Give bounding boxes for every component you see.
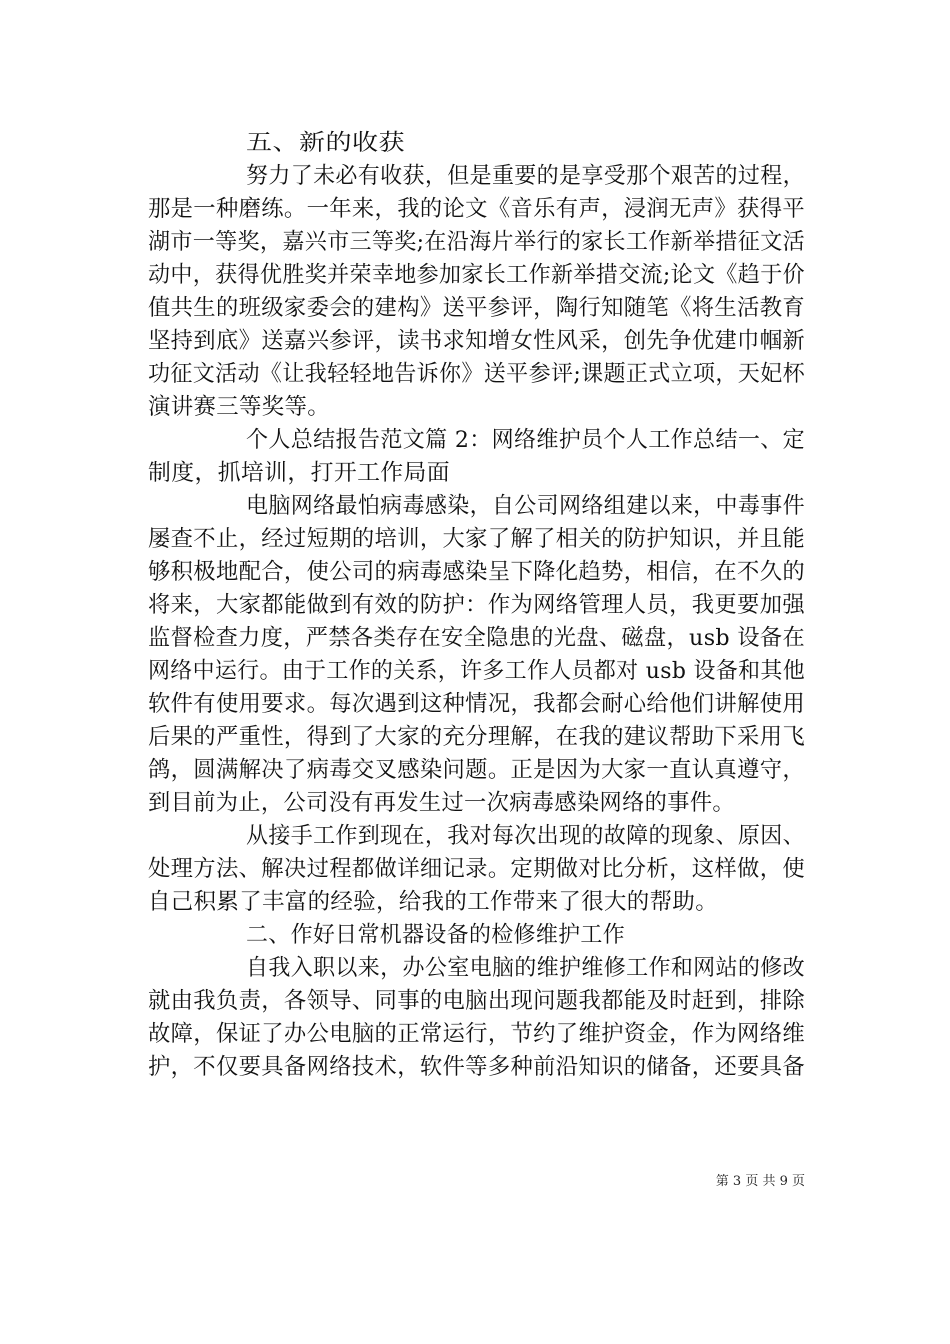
- text-line: 个人总结报告范文篇 2：网络维护员个人工作总结一、定: [246, 427, 805, 453]
- text-line: 电脑网络最怕病毒感染，自公司网络组建以来，中毒事件: [246, 493, 805, 519]
- text-line: 鸽，圆满解决了病毒交叉感染问题。正是因为大家一直认真遵守，: [148, 757, 806, 783]
- text-line: 功征文活动《让我轻轻地告诉你》送平参评;课题正式立项，天妃杯: [148, 361, 805, 387]
- text-line: 将来，大家都能做到有效的防护：作为网络管理人员，我更要加强: [148, 592, 806, 618]
- text-line: 监督检查力度，严禁各类存在安全隐患的光盘、磁盘，usb 设备在: [148, 625, 806, 651]
- text-line: 五、新的收获: [246, 130, 406, 156]
- text-line: 值共生的班级家委会的建构》送平参评，陶行知随笔《将生活教育: [148, 295, 806, 321]
- text-line: 后果的严重性，得到了大家的充分理解，在我的建议帮助下采用飞: [148, 724, 806, 750]
- text-line: 到目前为止，公司没有再发生过一次病毒感染网络的事件。: [148, 790, 735, 816]
- text-line: 从接手工作到现在，我对每次出现的故障的现象、原因、: [246, 823, 805, 849]
- text-line: 够积极地配合，使公司的病毒感染呈下降化趋势，相信，在不久的: [148, 559, 806, 585]
- text-line: 二、作好日常机器设备的检修维护工作: [246, 922, 626, 948]
- text-line: 湖市一等奖，嘉兴市三等奖;在沿海片举行的家长工作新举措征文活: [148, 229, 805, 255]
- text-line: 软件有使用要求。每次遇到这种情况，我都会耐心给他们讲解使用: [148, 691, 806, 717]
- text-line: 动中，获得优胜奖并荣幸地参加家长工作新举措交流;论文《趋于价: [148, 262, 805, 288]
- text-line: 屡查不止，经过短期的培训，大家了解了相关的防护知识，并且能: [148, 526, 806, 552]
- text-line: 网络中运行。由于工作的关系，许多工作人员都对 usb 设备和其他: [148, 658, 806, 684]
- text-line: 努力了未必有收获，但是重要的是享受那个艰苦的过程，: [246, 163, 805, 189]
- page-footer: 第 3 页 共 9 页: [715, 1174, 805, 1189]
- text-line: 故障，保证了办公电脑的正常运行，节约了维护资金，作为网络维: [148, 1021, 806, 1047]
- text-line: 演讲赛三等奖等。: [148, 394, 331, 420]
- text-line: 护，不仅要具备网络技术，软件等多种前沿知识的储备，还要具备: [148, 1054, 806, 1080]
- text-line: 那是一种磨练。一年来，我的论文《音乐有声，浸润无声》获得平: [148, 196, 806, 222]
- text-line: 制度，抓培训，打开工作局面: [148, 460, 450, 486]
- text-line: 自我入职以来，办公室电脑的维护维修工作和网站的修改: [246, 955, 805, 981]
- text-line: 自己积累了丰富的经验，给我的工作带来了很大的帮助。: [148, 889, 719, 915]
- text-line: 处理方法、解决过程都做详细记录。定期做对比分析，这样做，使: [148, 856, 806, 882]
- text-line: 坚持到底》送嘉兴参评，读书求知增女性风采，创先争优建巾帼新: [148, 328, 806, 354]
- text-line: 就由我负责，各领导、同事的电脑出现问题我都能及时赶到，排除: [148, 988, 806, 1014]
